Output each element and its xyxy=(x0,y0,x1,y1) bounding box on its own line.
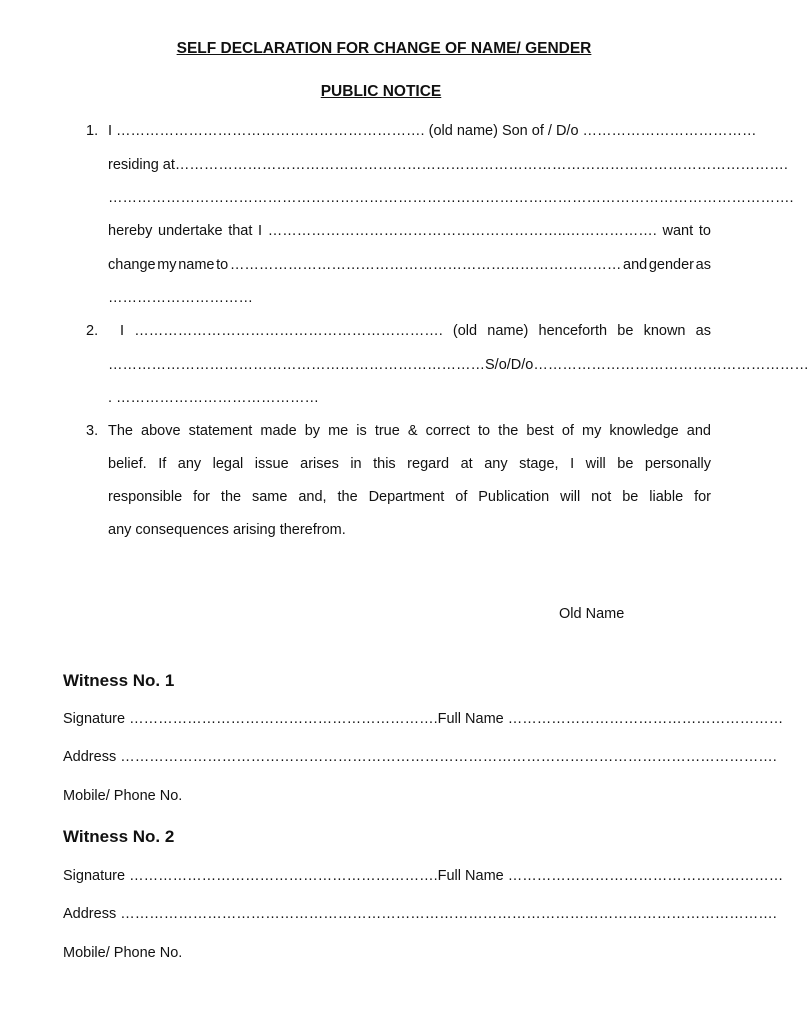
public-notice-heading: PUBLIC NOTICE xyxy=(320,83,442,100)
word: that xyxy=(228,223,253,239)
item-1-line-1: I ………………………………………………………. (old name) Son of / D/o ……………………………… xyxy=(108,123,757,139)
witness-2-signature-row xyxy=(63,868,784,884)
witness-1-signature: Signature ………………………………………………………. xyxy=(63,711,438,727)
item-3-line-2: belief. If any legal issue arises in this regard at any stage, I will be personally xyxy=(108,456,711,472)
word: henceforth xyxy=(538,323,608,339)
item-1-change-name-line xyxy=(108,257,711,273)
word: (old xyxy=(452,323,478,339)
word: undertake xyxy=(158,223,223,239)
item-1-address-line: ……………………………………………………………………………………………………………………………. xyxy=(108,190,794,206)
blank: ……………………………………………………………………… xyxy=(229,257,622,273)
word: as xyxy=(695,323,711,339)
word: I xyxy=(258,223,263,239)
word: my xyxy=(157,257,177,273)
old-name-label: Old Name xyxy=(559,606,625,622)
witness-1-full-name: Full Name ………………………………………………… xyxy=(437,711,784,727)
item-3-line-4: any consequences arising therefrom. xyxy=(108,522,346,538)
word: gender xyxy=(648,257,694,273)
witness-2-address: Address ………………………………………………………………………………………………………………………. xyxy=(63,906,777,922)
item-2-line-3: . …………………………………… xyxy=(108,390,320,406)
item-1-undertake-line xyxy=(108,223,711,239)
document-title: SELF DECLARATION FOR CHANGE OF NAME/ GENDER xyxy=(176,40,592,57)
item-1-gender-blank: ………………………… xyxy=(108,290,253,306)
witness-1-signature-row xyxy=(63,711,784,727)
word: to xyxy=(698,223,711,239)
word: be xyxy=(617,323,634,339)
word: and xyxy=(623,257,648,273)
item-2-number: 2. xyxy=(86,323,99,339)
item-3-line-3: responsible for the same and, the Department of Publication will not be liable for xyxy=(108,489,711,505)
witness-2-heading: Witness No. 2 xyxy=(63,827,175,846)
item-2-line-2: ……………………………………………………………………S/o/D/o………………………………………………… xyxy=(108,357,809,373)
blank: ……………………………………………………..………………. xyxy=(267,223,657,239)
witness-2-phone: Mobile/ Phone No. xyxy=(63,945,183,961)
item-3-number: 3. xyxy=(86,423,99,439)
word: I xyxy=(120,323,125,339)
item-1-residing-line: residing at………………………………………………………………………………………………………………. xyxy=(108,157,788,173)
witness-1-address: Address ………………………………………………………………………………………………………………………. xyxy=(63,749,777,765)
word: want xyxy=(662,223,694,239)
witness-2-full-name: Full Name ………………………………………………… xyxy=(437,868,784,884)
word: change xyxy=(108,257,156,273)
word: hereby xyxy=(108,223,153,239)
item-1-number: 1. xyxy=(86,123,99,139)
witness-2-signature: Signature ………………………………………………………. xyxy=(63,868,438,884)
item-3-line-1: The above statement made by me is true & correct to the best of my knowledge and xyxy=(108,423,711,439)
blank: ………………………………………………………. xyxy=(134,323,443,339)
item-2-line-1 xyxy=(120,323,711,339)
word: name) xyxy=(487,323,529,339)
word: as xyxy=(695,257,711,273)
witness-1-phone: Mobile/ Phone No. xyxy=(63,788,183,804)
word: to xyxy=(216,257,229,273)
word: name xyxy=(178,257,215,273)
witness-1-heading: Witness No. 1 xyxy=(63,671,175,690)
word: known xyxy=(643,323,686,339)
